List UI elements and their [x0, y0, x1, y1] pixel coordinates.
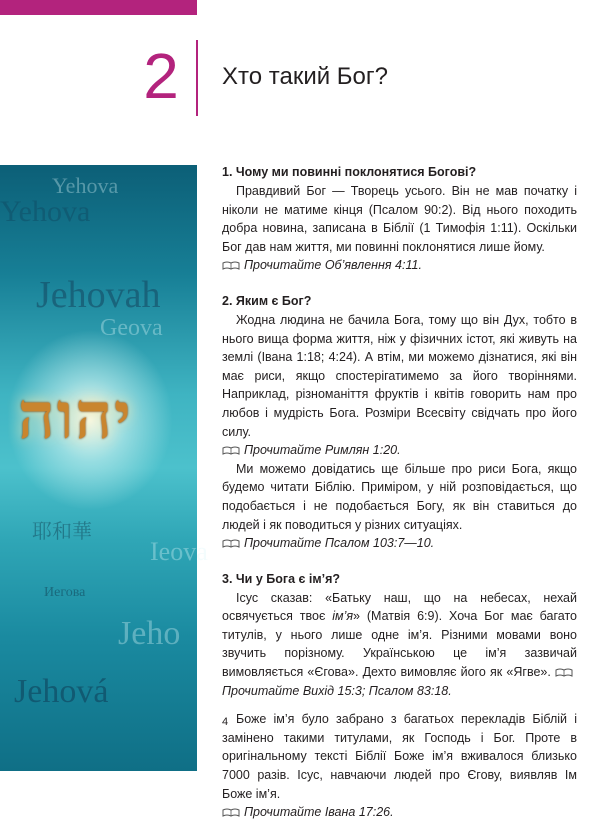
watermark-word: Jehovah [36, 274, 161, 316]
paragraph-text: Ісус сказав: «Батьку наш, що на небесах, нехай освячується твоє [222, 590, 577, 624]
section-paragraph: Жодна людина не бачила Бога, тому що він Дух, тобто в нього вища форма життя, ніж у фізичних істот, які живуть на землі (Івана 1:18; 4:24). А втім, ми можемо дізнатися, які він має риси, якщо спостерігатимемо за його творіннями. Наприклад, різноманіття фруктів і квітів говорить нам про любов і мудрість Бога. Розміри Всесвіту свідчать про його силу. [222, 312, 577, 439]
open-book-icon [555, 668, 573, 677]
watermark-word: Ieova [150, 537, 208, 566]
open-book-icon [222, 446, 240, 455]
section-paragraph [222, 589, 577, 701]
paragraph-text: » (Матвія 6:9). Хоча Бог має багато титулів, у нього лише одне ім’я. Різними мовами воно звучить порізному. Українською це ім’я зазвичай вимовляється «Єгова». Дехто вимовляє його як «Ягве». [222, 609, 578, 680]
chapter-number: 2 [143, 40, 179, 112]
section-heading: 3. Чи у Бога є ім’я? [222, 571, 341, 586]
open-book-icon [222, 808, 240, 817]
read-reference [222, 256, 577, 275]
watermark-word: Иегова [44, 585, 86, 600]
read-reference [222, 534, 577, 553]
main-content [222, 164, 577, 822]
section-paragraph: Боже ім’я було забрано з багатьох перекладів Біблій і замінено такими титулами, як Господь і Бог. Проте в оригінальному тексті Біблії Боже ім’я вживалося близько 7000 разів. Ісус, навчаючи людей про Єгову, виявляв Ім Боже ім’я. [222, 712, 577, 801]
open-book-icon [222, 261, 240, 270]
chapter-title: Хто такий Бог? [222, 63, 388, 90]
section-paragraph: Ми можемо довідатись ще більше про риси Бога, якщо будемо читати Біблію. Приміром, у ній розповідається, що подобається і не подобається Богу, як він ставиться до людей і як поводиться у різних ситуаціях. [222, 461, 577, 532]
open-book-icon [222, 539, 240, 548]
watermark-word: Jehová [14, 673, 109, 710]
read-text: Прочитайте Вихід 15:3; Псалом 83:18. [222, 683, 452, 698]
read-text: Прочитайте Івана 17:26. [244, 805, 394, 820]
section-heading: 2. Яким є Бог? [222, 293, 312, 308]
watermark-word: Geova [100, 315, 163, 341]
read-reference [222, 803, 577, 822]
top-accent-bar [0, 0, 197, 15]
read-reference [222, 441, 577, 460]
watermark-word: Jeho [118, 615, 181, 652]
page-number: 4 [222, 716, 229, 728]
side-illustration [0, 165, 208, 771]
read-text: Прочитайте Римлян 1:20. [244, 443, 401, 458]
hebrew-tetragrammaton: יהוה [18, 381, 133, 452]
section-paragraph: Правдивий Бог — Творець усього. Він не мав початку і ніколи не матиме кінця (Псалом 90:2). Від нього походить добра новина, записана в Біблії (1 Тимофія 1:11). Оскільки Бог дав нам життя, ми повинні поклонятися лише йому. [222, 184, 577, 254]
watermark-word: 耶和華 [32, 521, 92, 543]
read-text: Прочитайте Об’явлення 4:11. [244, 258, 422, 273]
section-heading: 1. Чому ми повинні поклонятися Богові? [222, 165, 477, 179]
read-text: Прочитайте Псалом 103:7—10. [244, 536, 435, 551]
emphasis-text: ім’я [332, 609, 354, 624]
watermark-word: Yehova [52, 173, 119, 198]
watermark-word: Yehova [0, 195, 91, 228]
chapter-divider [196, 40, 198, 116]
